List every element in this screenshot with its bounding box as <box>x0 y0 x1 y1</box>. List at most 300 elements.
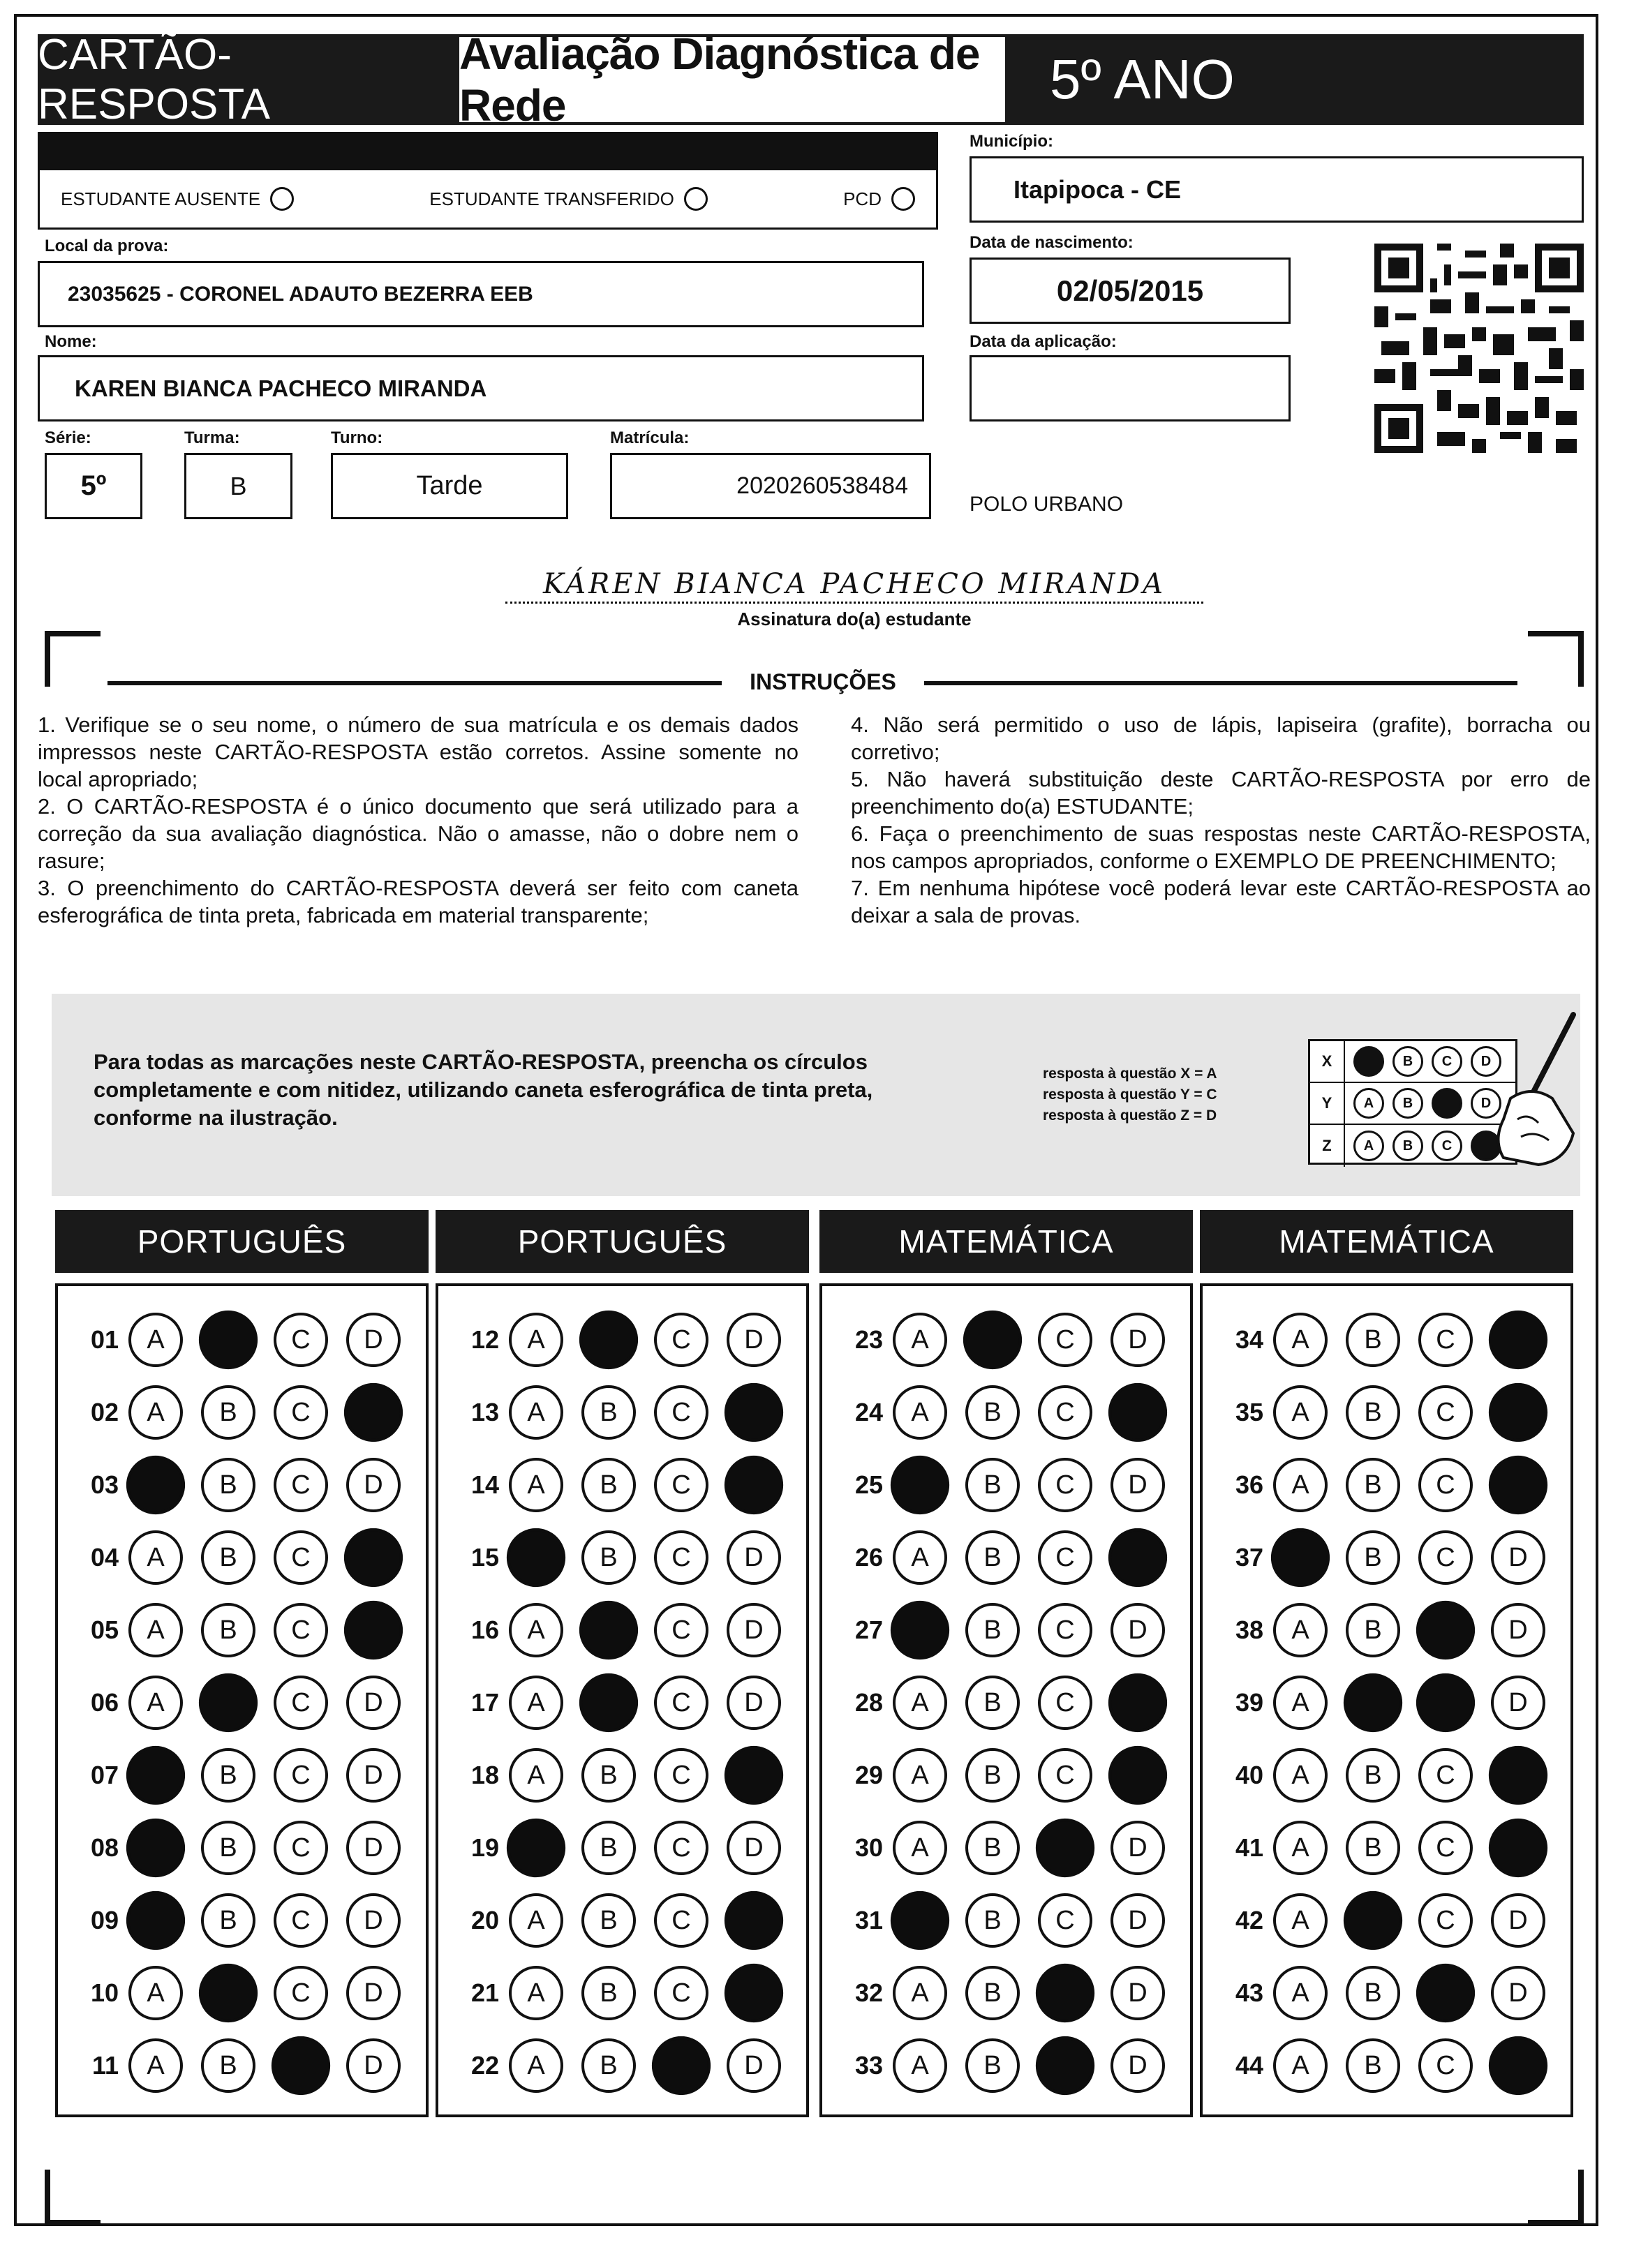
answer-bubble-b[interactable] <box>199 1964 258 2022</box>
answer-bubble-a[interactable] <box>126 1819 185 1877</box>
answer-bubble-b[interactable]: B <box>201 1893 255 1948</box>
answer-bubble-d[interactable]: D <box>727 1676 781 1730</box>
answer-bubble-b[interactable] <box>199 1311 258 1369</box>
answer-bubble-b[interactable] <box>1344 1673 1402 1732</box>
signature-handwritten: KÁREN BIANCA PACHECO MIRANDA <box>542 568 1166 600</box>
question-row <box>1203 1521 1570 1594</box>
question-row <box>822 1594 1190 1666</box>
answer-bubble-a[interactable]: A <box>509 1748 563 1803</box>
question-row <box>58 1739 426 1812</box>
answer-bubble-b[interactable]: B <box>1346 1385 1400 1440</box>
answer-bubble-d[interactable] <box>1489 2036 1547 2095</box>
legend-y: resposta à questão Y = C <box>1043 1087 1217 1103</box>
answer-bubble-c[interactable]: C <box>654 1676 708 1730</box>
answer-bubble-d[interactable]: D <box>346 1966 401 2020</box>
answer-bubble-c[interactable]: C <box>1418 1385 1473 1440</box>
answer-bubble-c[interactable]: C <box>274 1966 328 2020</box>
signature-line[interactable] <box>505 602 1203 604</box>
answer-bubble-d[interactable] <box>1489 1746 1547 1805</box>
answer-bubble-a[interactable]: A <box>128 1530 183 1585</box>
status-absent-label: ESTUDANTE AUSENTE <box>61 188 261 209</box>
answer-bubble-a[interactable]: A <box>893 1821 947 1875</box>
answer-bubble-d[interactable]: D <box>1111 1603 1165 1657</box>
answer-bubble-c[interactable] <box>1416 1964 1475 2022</box>
answer-bubble-b[interactable]: B <box>1346 1603 1400 1657</box>
question-number: 44 <box>1235 2051 1263 2080</box>
answer-bubble-c[interactable]: C <box>1038 1458 1092 1512</box>
answer-bubble-d[interactable] <box>1108 1746 1167 1805</box>
answer-bubble-d[interactable]: D <box>1491 1893 1545 1948</box>
answer-bubble-b[interactable]: B <box>1346 1458 1400 1512</box>
answer-bubble-c[interactable] <box>272 2036 330 2095</box>
status-absent-circle[interactable] <box>270 187 294 211</box>
answer-bubble-d[interactable]: D <box>727 1313 781 1367</box>
question-row <box>58 1376 426 1449</box>
answer-bubble-b[interactable]: B <box>581 1748 636 1803</box>
instructions-rule-right <box>924 681 1517 685</box>
answer-bubble-d[interactable] <box>344 1528 403 1587</box>
answer-bubble-b[interactable]: B <box>965 1530 1020 1585</box>
grade-banner: 5º ANO <box>1008 34 1584 125</box>
answer-bubble-b[interactable]: B <box>965 1603 1020 1657</box>
answer-bubble-c[interactable] <box>1416 1673 1475 1732</box>
question-row <box>822 1957 1190 2029</box>
status-transferred-circle[interactable] <box>684 187 708 211</box>
question-number: 20 <box>470 1906 499 1934</box>
answer-bubble-b[interactable]: B <box>201 1748 255 1803</box>
answer-bubble-a[interactable]: A <box>893 2038 947 2093</box>
answer-bubble-b[interactable] <box>579 1673 638 1732</box>
answer-bubble-c[interactable]: C <box>274 1893 328 1948</box>
answer-bubble-a[interactable] <box>507 1528 565 1587</box>
answer-bubble-a[interactable] <box>126 1746 185 1805</box>
answer-bubble-d[interactable]: D <box>1111 1458 1165 1512</box>
answer-bubble-d[interactable] <box>1108 1528 1167 1587</box>
question-row <box>1203 1957 1570 2029</box>
answer-bubble-a[interactable]: A <box>1273 1385 1328 1440</box>
question-row <box>438 1594 806 1666</box>
answer-bubble-d[interactable]: D <box>346 1676 401 1730</box>
answer-bubble-d[interactable] <box>1489 1456 1547 1514</box>
question-number: 23 <box>854 1325 883 1354</box>
answer-bubble-b[interactable]: B <box>965 1893 1020 1948</box>
polo-label: POLO URBANO <box>970 493 1124 516</box>
example-bubble <box>1353 1046 1384 1077</box>
answer-bubble-c[interactable]: C <box>274 1458 328 1512</box>
answer-bubble-a[interactable]: A <box>509 1676 563 1730</box>
answer-bubble-d[interactable] <box>725 1891 783 1950</box>
municipio-field[interactable] <box>970 156 1584 223</box>
example-bubble: C <box>1432 1131 1462 1161</box>
question-number: 25 <box>854 1470 883 1499</box>
question-row <box>438 1376 806 1449</box>
answer-bubble-a[interactable]: A <box>509 1313 563 1367</box>
turno-value: Tarde <box>416 471 483 500</box>
answer-bubble-a[interactable]: A <box>893 1530 947 1585</box>
instructions-title: INSTRUÇÕES <box>750 669 896 694</box>
signature-label: Assinatura do(a) estudante <box>737 609 972 629</box>
name-field[interactable] <box>38 355 924 421</box>
answer-bubble-b[interactable]: B <box>1346 1748 1400 1803</box>
answer-bubble-b[interactable] <box>579 1601 638 1659</box>
matricula-label: Matrícula: <box>610 428 690 447</box>
answer-bubble-a[interactable]: A <box>893 1676 947 1730</box>
answer-bubble-b[interactable]: B <box>201 1603 255 1657</box>
question-number: 06 <box>90 1688 119 1717</box>
municipio-value: Itapipoca - CE <box>1013 174 1182 204</box>
birthdate-field[interactable] <box>970 258 1291 324</box>
answer-bubble-c[interactable]: C <box>274 1603 328 1657</box>
answer-bubble-d[interactable]: D <box>1111 2038 1165 2093</box>
answer-bubble-b[interactable]: B <box>965 1748 1020 1803</box>
status-pcd-label: PCD <box>843 188 882 209</box>
question-number: 35 <box>1235 1398 1263 1426</box>
answer-card <box>14 14 1598 2226</box>
answer-bubble-d[interactable]: D <box>346 1748 401 1803</box>
status-pcd[interactable] <box>843 187 915 211</box>
answer-bubble-b[interactable]: B <box>581 1966 636 2020</box>
answer-column <box>55 1283 429 2117</box>
answer-bubble-c[interactable]: C <box>1418 1821 1473 1875</box>
answer-bubble-b[interactable]: B <box>965 1821 1020 1875</box>
answer-bubble-c[interactable]: C <box>1038 1530 1092 1585</box>
question-number: 04 <box>90 1543 119 1572</box>
answer-bubble-b[interactable] <box>579 1311 638 1369</box>
answer-bubble-d[interactable]: D <box>1111 1313 1165 1367</box>
question-row <box>58 1812 426 1884</box>
status-transferred-label: ESTUDANTE TRANSFERIDO <box>429 188 674 209</box>
answer-bubble-a[interactable] <box>891 1601 949 1659</box>
question-row <box>438 1957 806 2029</box>
question-number: 24 <box>854 1398 883 1426</box>
question-row <box>822 1739 1190 1812</box>
answer-bubble-a[interactable]: A <box>1273 1748 1328 1803</box>
answer-bubble-c[interactable]: C <box>274 1821 328 1875</box>
answer-bubble-c[interactable]: C <box>274 1530 328 1585</box>
answer-bubble-a[interactable]: A <box>1273 1313 1328 1367</box>
answer-bubble-a[interactable]: A <box>509 2038 563 2093</box>
question-row <box>58 1957 426 2029</box>
answer-bubble-b[interactable]: B <box>581 1893 636 1948</box>
answer-bubble-c[interactable] <box>1036 1819 1094 1877</box>
answer-bubble-d[interactable] <box>1489 1819 1547 1877</box>
status-pcd-circle[interactable] <box>891 187 915 211</box>
answer-bubble-c[interactable] <box>1036 1964 1094 2022</box>
answer-bubble-d[interactable] <box>725 1746 783 1805</box>
question-row <box>58 1884 426 1957</box>
question-number: 13 <box>470 1398 499 1426</box>
answer-bubble-c[interactable]: C <box>654 1603 708 1657</box>
answer-bubble-d[interactable]: D <box>1491 1966 1545 2020</box>
question-number: 17 <box>470 1688 499 1717</box>
name-value: KAREN BIANCA PACHECO MIRANDA <box>75 375 487 401</box>
answer-bubble-a[interactable]: A <box>509 1966 563 2020</box>
answer-bubble-c[interactable]: C <box>1038 1385 1092 1440</box>
example-bubble <box>1432 1088 1462 1119</box>
answer-bubble-a[interactable] <box>891 1891 949 1950</box>
answer-bubble-d[interactable]: D <box>346 1313 401 1367</box>
answer-bubble-a[interactable]: A <box>1273 1676 1328 1730</box>
answer-bubble-c[interactable]: C <box>654 1748 708 1803</box>
answer-bubble-b[interactable]: B <box>965 1458 1020 1512</box>
answer-bubble-d[interactable]: D <box>727 2038 781 2093</box>
question-row <box>1203 2029 1570 2102</box>
answer-bubble-a[interactable]: A <box>1273 1893 1328 1948</box>
answer-bubble-b[interactable]: B <box>1346 1313 1400 1367</box>
answer-bubble-c[interactable]: C <box>654 1458 708 1512</box>
question-row <box>1203 1449 1570 1521</box>
turno-field[interactable] <box>331 453 568 519</box>
answer-bubble-b[interactable] <box>199 1673 258 1732</box>
answer-bubble-c[interactable] <box>1416 1601 1475 1659</box>
answer-column <box>819 1283 1193 2117</box>
question-number: 41 <box>1235 1833 1263 1862</box>
answer-bubble-c[interactable]: C <box>1038 1603 1092 1657</box>
question-number: 05 <box>90 1616 119 1644</box>
question-number: 28 <box>854 1688 883 1717</box>
corner-mark-top-left <box>45 631 101 687</box>
answer-bubble-b[interactable]: B <box>965 1676 1020 1730</box>
answer-bubble-c[interactable]: C <box>654 1530 708 1585</box>
answer-bubble-a[interactable]: A <box>128 2038 183 2093</box>
answer-bubble-b[interactable]: B <box>1346 1821 1400 1875</box>
question-row <box>1203 1739 1570 1812</box>
answer-bubble-d[interactable] <box>725 1383 783 1442</box>
answer-bubble-d[interactable]: D <box>1491 1676 1545 1730</box>
answer-bubble-d[interactable] <box>725 1964 783 2022</box>
answer-bubble-a[interactable]: A <box>509 1458 563 1512</box>
answer-bubble-a[interactable]: A <box>893 1748 947 1803</box>
question-row <box>822 1376 1190 1449</box>
turma-value: B <box>230 471 247 500</box>
answer-bubble-c[interactable]: C <box>654 1821 708 1875</box>
answer-bubble-c[interactable] <box>1036 2036 1094 2095</box>
turma-label: Turma: <box>184 428 240 447</box>
question-number: 11 <box>91 2051 119 2080</box>
answer-bubble-d[interactable] <box>1108 1383 1167 1442</box>
answer-bubble-c[interactable]: C <box>654 1966 708 2020</box>
answer-bubble-d[interactable]: D <box>346 2038 401 2093</box>
question-number: 12 <box>470 1325 499 1354</box>
question-number: 31 <box>854 1906 883 1934</box>
question-row <box>438 1812 806 1884</box>
question-row <box>822 1884 1190 1957</box>
question-row <box>438 1739 806 1812</box>
answer-bubble-c[interactable]: C <box>654 1313 708 1367</box>
question-number: 15 <box>470 1543 499 1572</box>
answer-bubble-a[interactable]: A <box>128 1313 183 1367</box>
answer-bubble-b[interactable]: B <box>581 1821 636 1875</box>
status-absent[interactable] <box>61 187 294 211</box>
answer-bubble-c[interactable]: C <box>1038 1676 1092 1730</box>
answer-bubble-a[interactable]: A <box>509 1385 563 1440</box>
application-date-label: Data da aplicação: <box>970 332 1117 351</box>
answer-bubble-d[interactable]: D <box>346 1821 401 1875</box>
question-number: 19 <box>470 1833 499 1862</box>
corner-mark-top-right <box>1528 631 1584 687</box>
answer-bubble-b[interactable]: B <box>965 2038 1020 2093</box>
answer-bubble-a[interactable]: A <box>1273 1458 1328 1512</box>
example-row-label: X <box>1310 1041 1345 1082</box>
fill-example-legend <box>1043 1064 1217 1126</box>
answer-bubble-c[interactable]: C <box>274 1676 328 1730</box>
answer-bubble-a[interactable]: A <box>509 1603 563 1657</box>
answer-bubble-a[interactable]: A <box>509 1893 563 1948</box>
answer-bubble-d[interactable]: D <box>1111 1966 1165 2020</box>
question-number: 30 <box>854 1833 883 1862</box>
local-label: Local da prova: <box>45 237 169 255</box>
answer-bubble-d[interactable]: D <box>727 1821 781 1875</box>
answer-bubble-d[interactable] <box>1489 1383 1547 1442</box>
example-bubble: B <box>1392 1088 1423 1119</box>
answer-bubble-b[interactable]: B <box>965 1966 1020 2020</box>
answer-bubble-b[interactable]: B <box>201 1821 255 1875</box>
question-number: 18 <box>470 1761 499 1789</box>
question-row <box>58 1594 426 1666</box>
answer-bubble-a[interactable] <box>126 1891 185 1950</box>
answer-bubble-d[interactable]: D <box>1111 1893 1165 1948</box>
answer-bubble-d[interactable] <box>1489 1311 1547 1369</box>
answer-bubble-a[interactable] <box>126 1456 185 1514</box>
question-number: 42 <box>1235 1906 1263 1934</box>
question-number: 16 <box>470 1616 499 1644</box>
answer-bubble-b[interactable]: B <box>581 2038 636 2093</box>
answer-bubble-d[interactable]: D <box>346 1458 401 1512</box>
subject-header: PORTUGUÊS <box>55 1210 429 1273</box>
answer-bubble-c[interactable]: C <box>1418 1893 1473 1948</box>
answer-bubble-c[interactable]: C <box>1418 1458 1473 1512</box>
assessment-title: Avaliação Diagnóstica de Rede <box>456 34 1008 125</box>
answer-bubble-c[interactable]: C <box>654 1893 708 1948</box>
answer-bubble-a[interactable]: A <box>128 1676 183 1730</box>
answer-bubble-a[interactable]: A <box>1273 1603 1328 1657</box>
answer-bubble-b[interactable]: B <box>201 2038 255 2093</box>
answer-bubble-c[interactable]: C <box>1418 1530 1473 1585</box>
answer-bubble-a[interactable]: A <box>128 1385 183 1440</box>
answer-bubble-a[interactable]: A <box>893 1966 947 2020</box>
answer-bubble-d[interactable]: D <box>727 1530 781 1585</box>
answer-bubble-a[interactable]: A <box>128 1966 183 2020</box>
question-number: 02 <box>90 1398 119 1426</box>
answer-bubble-a[interactable] <box>891 1456 949 1514</box>
question-number: 38 <box>1235 1616 1263 1644</box>
example-bubble: B <box>1392 1131 1423 1161</box>
answer-bubble-a[interactable]: A <box>1273 1821 1328 1875</box>
question-number: 34 <box>1235 1325 1263 1354</box>
example-bubble: C <box>1432 1046 1462 1077</box>
question-row <box>438 1884 806 1957</box>
answer-bubble-c[interactable]: C <box>654 1385 708 1440</box>
application-date-field[interactable] <box>970 355 1291 421</box>
municipio-label: Município: <box>970 132 1053 151</box>
question-row <box>822 1812 1190 1884</box>
answer-bubble-b[interactable]: B <box>581 1530 636 1585</box>
birthdate-value: 02/05/2015 <box>1056 274 1204 307</box>
answer-bubble-c[interactable]: C <box>274 1313 328 1367</box>
answer-bubble-d[interactable]: D <box>1491 1603 1545 1657</box>
question-number: 03 <box>90 1470 119 1499</box>
answer-bubble-d[interactable] <box>344 1601 403 1659</box>
answer-bubble-b[interactable]: B <box>1346 1530 1400 1585</box>
answer-bubble-b[interactable]: B <box>201 1385 255 1440</box>
answer-bubble-d[interactable] <box>725 1456 783 1514</box>
answer-bubble-b[interactable] <box>1344 1891 1402 1950</box>
question-number: 32 <box>854 1978 883 2007</box>
answer-bubble-c[interactable]: C <box>274 1748 328 1803</box>
instructions-left: 1. Verifique se o seu nome, o número de sua matrícula e os demais dados impressos neste CARTÃO-RESPOSTA estão corretos. Assine somente no local apropriado; 2. O CARTÃO-RESPOSTA é o único documento que será utilizado para a correção da sua avaliação diagnóstica. Não o amasse, não o dobre nem o rasure; 3. O preenchimento do CARTÃO-RESPOSTA deverá ser feito com caneta esferográfica de tinta preta, fabricada em material transparente; <box>38 713 799 927</box>
answer-bubble-c[interactable] <box>652 2036 711 2095</box>
question-row <box>1203 1884 1570 1957</box>
instructions-right: 4. Não será permitido o uso de lápis, lapiseira (grafite), borracha ou corretivo; 5. Não haverá substituição deste CARTÃO-RESPOSTA por erro de preenchimento do(a) ESTUDANTE; 6. Faça o preenchimento de suas respostas neste CARTÃO-RESPOSTA, nos campos apropriados, conforme o EXEMPLO DE PREENCHIMENTO; 7. Em nenhuma hipótese você poderá levar este CARTÃO-RESPOSTA ao deixar a sala de provas. <box>851 713 1591 927</box>
question-number: 37 <box>1235 1543 1263 1572</box>
answer-bubble-b[interactable]: B <box>581 1385 636 1440</box>
example-row-label: Z <box>1310 1125 1345 1167</box>
example-bubble: A <box>1353 1088 1384 1119</box>
answer-bubble-d[interactable]: D <box>1111 1821 1165 1875</box>
qr-code <box>1367 237 1591 460</box>
answer-bubble-d[interactable]: D <box>346 1893 401 1948</box>
answer-bubble-a[interactable] <box>507 1819 565 1877</box>
serie-field[interactable] <box>45 453 142 519</box>
status-transferred[interactable] <box>429 187 708 211</box>
answer-bubble-b[interactable]: B <box>1346 1966 1400 2020</box>
question-number: 29 <box>854 1761 883 1789</box>
answer-bubble-d[interactable]: D <box>727 1603 781 1657</box>
answer-bubble-b[interactable]: B <box>1346 2038 1400 2093</box>
answer-bubble-c[interactable]: C <box>1038 1313 1092 1367</box>
question-row <box>822 1521 1190 1594</box>
card-title: CARTÃO-RESPOSTA <box>38 34 456 125</box>
answer-bubble-c[interactable]: C <box>1418 1313 1473 1367</box>
answer-bubble-d[interactable] <box>1108 1673 1167 1732</box>
answer-bubble-c[interactable]: C <box>1038 1893 1092 1948</box>
subject-header: PORTUGUÊS <box>436 1210 809 1273</box>
answer-bubble-d[interactable] <box>344 1383 403 1442</box>
answer-bubble-b[interactable]: B <box>581 1458 636 1512</box>
question-number: 07 <box>90 1761 119 1789</box>
answer-bubble-a[interactable]: A <box>128 1603 183 1657</box>
answer-bubble-c[interactable]: C <box>1418 2038 1473 2093</box>
question-row <box>1203 1304 1570 1376</box>
answer-bubble-c[interactable]: C <box>1418 1748 1473 1803</box>
answer-bubble-c[interactable]: C <box>274 1385 328 1440</box>
corner-mark-bottom-right <box>1528 2170 1584 2225</box>
question-row <box>1203 1594 1570 1666</box>
answer-bubble-a[interactable]: A <box>1273 2038 1328 2093</box>
answer-bubble-d[interactable]: D <box>1491 1530 1545 1585</box>
question-number: 26 <box>854 1543 883 1572</box>
answer-bubble-b[interactable] <box>963 1311 1022 1369</box>
answer-bubble-b[interactable]: B <box>965 1385 1020 1440</box>
answer-bubble-b[interactable]: B <box>201 1530 255 1585</box>
serie-value: 5º <box>80 470 107 501</box>
answer-bubble-a[interactable]: A <box>893 1385 947 1440</box>
question-number: 36 <box>1235 1470 1263 1499</box>
question-row <box>438 2029 806 2102</box>
answer-bubble-a[interactable] <box>1271 1528 1330 1587</box>
local-field[interactable] <box>38 261 924 327</box>
turma-field[interactable] <box>184 453 292 519</box>
answer-bubble-a[interactable]: A <box>893 1313 947 1367</box>
answer-column <box>1200 1283 1573 2117</box>
question-row <box>58 1304 426 1376</box>
question-number: 33 <box>854 2051 883 2080</box>
answer-bubble-a[interactable]: A <box>1273 1966 1328 2020</box>
matricula-field[interactable] <box>610 453 931 519</box>
answer-bubble-b[interactable]: B <box>201 1458 255 1512</box>
answer-bubble-c[interactable]: C <box>1038 1748 1092 1803</box>
question-number: 22 <box>470 2051 499 2080</box>
